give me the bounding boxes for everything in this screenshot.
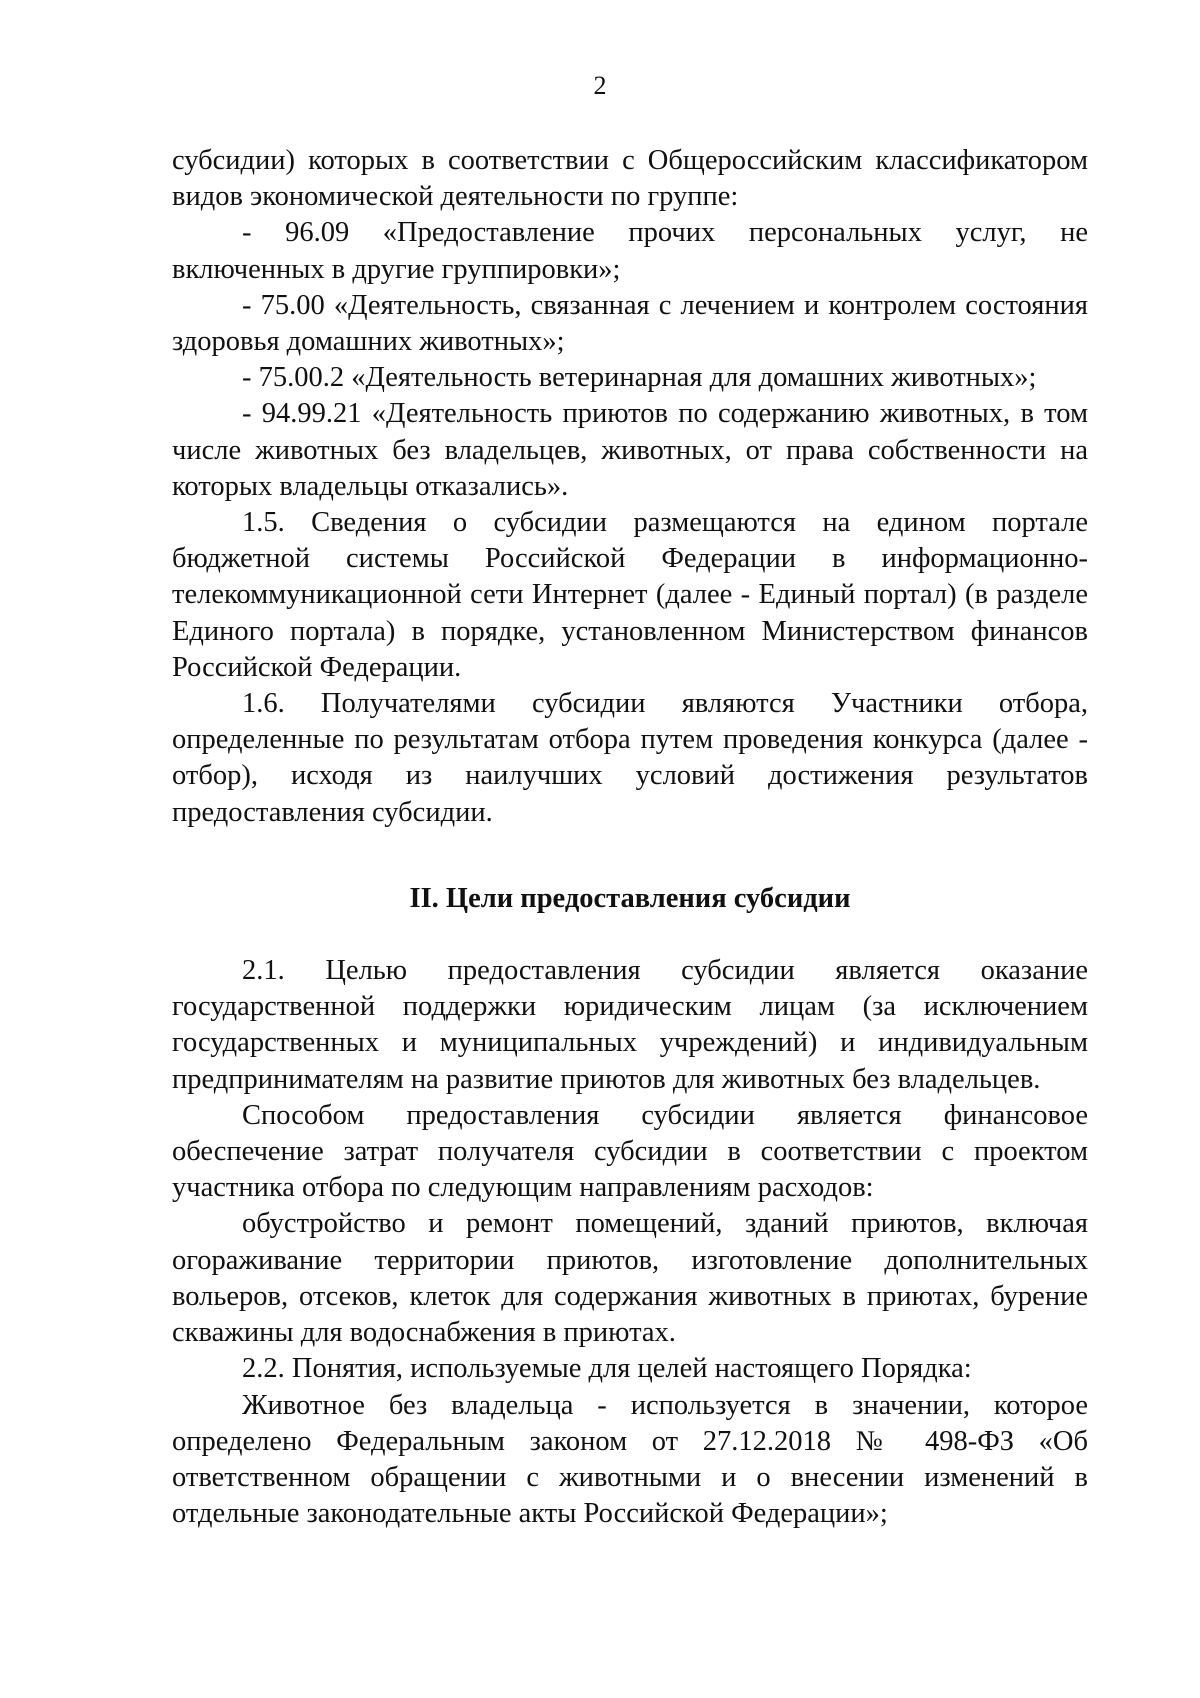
paragraph-1-6: 1.6. Получателями субсидии являются Участники отбора, определенные по результатам отбора путем проведения конкурса (далее - отбор), исходя из наилучших условий достижения результатов предоставления субсидии. — [172, 688, 1088, 828]
paragraph-okved-75-00: - 75.00 «Деятельность, связанная с лечением и контролем состояния здоровья домашних животных»; — [172, 289, 1088, 358]
paragraph-1-5: 1.5. Сведения о субсидии размещаются на едином портале бюджетной системы Российской Федерации в информационно-телекоммуникационной сети Интернет (далее - Единый портал) (в разделе Единого портала) в порядке, установленном Министерством финансов Российской Федерации. — [172, 507, 1088, 683]
paragraph-definition-animal: Животное без владельца - используется в значении, которое определено Федеральным законом от 27.12.2018 № 498-ФЗ «Об ответственном обращении с животными и о внесении изменений в отдельные законодательные акты Российской Федерации»; — [172, 1389, 1088, 1530]
page-number: 2 — [593, 71, 607, 100]
section-heading: II. Цели предоставления субсидии — [409, 882, 851, 914]
paragraph-2-2: 2.2. Понятия, используемые для целей настоящего Порядка: — [242, 1353, 972, 1385]
paragraph-okved-96-09: - 96.09 «Предоставление прочих персональных услуг, не включенных в другие группировки»; — [172, 217, 1088, 285]
paragraph-okved-94-99-21: - 94.99.21 «Деятельность приютов по содержанию животных, в том числе животных без владельцев, животных, от права собственности на которых владельцы отказались». — [172, 398, 1088, 502]
document-body — [172, 143, 1088, 1532]
paragraph-method: Способом предоставления субсидии является финансовое обеспечение затрат получателя субсидии в соответствии с проектом участника отбора по следующим направлениям расходов: — [172, 1099, 1088, 1204]
paragraph-expenses: обустройство и ремонт помещений, зданий приютов, включая огораживание территории приютов, изготовление дополнительных вольеров, отсеков, клеток для содержания животных в приютах, бурение скважины для водоснабжения в приютах. — [172, 1208, 1088, 1349]
paragraph-okved-75-00-2: - 75.00.2 «Деятельность ветеринарная для домашних животных»; — [242, 362, 1037, 394]
paragraph-classifier-intro: субсидии) которых в соответствии с Общероссийским классификатором видов экономической деятельности по группе: — [172, 145, 1088, 213]
paragraph-2-1: 2.1. Целью предоставления субсидии является оказание государственной поддержки юридическим лицам (за исключением государственных и муниципальных учреждений) и индивидуальным предпринимателям на развитие приютов для животных без владельцев. — [172, 955, 1088, 1095]
